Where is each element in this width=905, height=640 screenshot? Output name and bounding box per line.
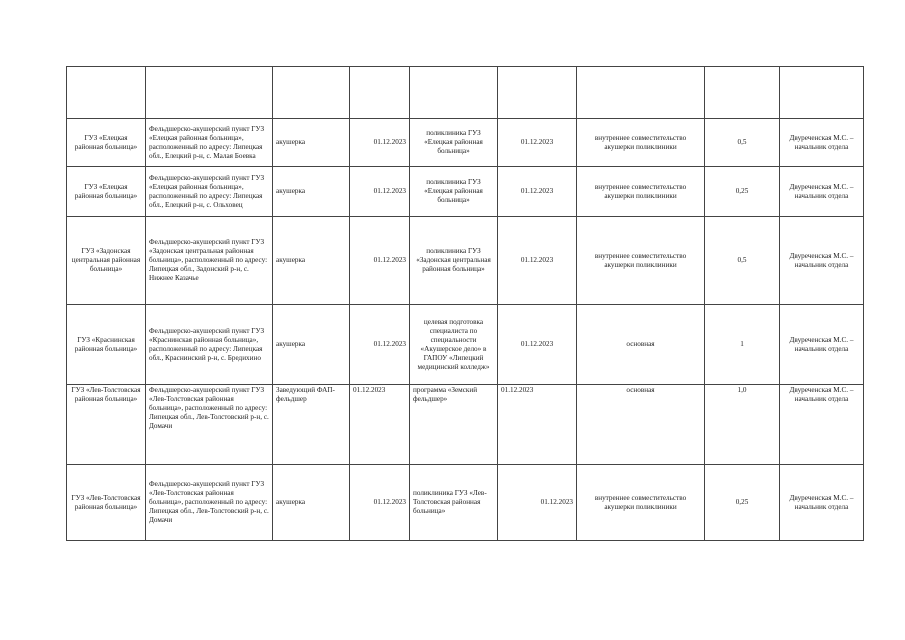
organization-cell: ГУЗ «Краснинская районная больница» xyxy=(67,305,146,385)
rate-cell: 0,25 xyxy=(705,167,780,217)
workplace-cell: поликлиника ГУЗ «Елецкая районная больница» xyxy=(410,167,498,217)
workplace-cell: поликлиника ГУЗ «Задонская центральная районная больница» xyxy=(410,217,498,305)
empty-header-row xyxy=(67,67,864,119)
employment-type-cell: основная xyxy=(577,385,705,465)
organization-cell: ГУЗ «Задонская центральная районная больница» xyxy=(67,217,146,305)
staffing-table xyxy=(66,66,864,541)
vacancy-date-cell: 01.12.2023 xyxy=(350,465,410,541)
table-row xyxy=(67,385,864,465)
unit-cell: Фельдшерско-акушерский пункт ГУЗ «Елецкая районная больница», расположенный по адресу: Липецкая обл., Елецкий р-н, с. Малая Боевка xyxy=(146,119,273,167)
employment-type-cell: внутреннее совместительство акушерки поликлиники xyxy=(577,217,705,305)
organization-cell: ГУЗ «Лев-Толстовская районная больница» xyxy=(67,385,146,465)
header-cell xyxy=(780,67,864,119)
position-cell: акушерка xyxy=(273,217,350,305)
start-date-cell: 01.12.2023 xyxy=(498,119,577,167)
vacancy-date-cell: 01.12.2023 xyxy=(350,167,410,217)
position-cell: акушерка xyxy=(273,465,350,541)
vacancy-date-cell: 01.12.2023 xyxy=(350,385,410,465)
start-date-cell: 01.12.2023 xyxy=(498,167,577,217)
responsible-cell: Двуреченская М.С. – начальник отдела xyxy=(780,119,864,167)
responsible-cell: Двуреченская М.С. – начальник отдела xyxy=(780,465,864,541)
unit-cell: Фельдшерско-акушерский пункт ГУЗ «Елецкая районная больница», расположенный по адресу: Липецкая обл., Елецкий р-н, с. Ольховец xyxy=(146,167,273,217)
position-cell: акушерка xyxy=(273,119,350,167)
unit-cell: Фельдшерско-акушерский пункт ГУЗ «Задонская центральная районная больница», расположенный по адресу: Липецкая обл., Задонский р-н, с. Нижнее Казачье xyxy=(146,217,273,305)
rate-cell: 0,5 xyxy=(705,217,780,305)
responsible-cell: Двуреченская М.С. – начальник отдела xyxy=(780,385,864,465)
header-cell xyxy=(705,67,780,119)
start-date-cell: 01.12.2023 xyxy=(498,465,577,541)
employment-type-cell: внутреннее совместительство акушерки поликлиники xyxy=(577,119,705,167)
rate-cell: 0,5 xyxy=(705,119,780,167)
employment-type-cell: основная xyxy=(577,305,705,385)
header-cell xyxy=(273,67,350,119)
rate-cell: 1 xyxy=(705,305,780,385)
responsible-cell: Двуреченская М.С. – начальник отдела xyxy=(780,217,864,305)
header-cell xyxy=(67,67,146,119)
organization-cell: ГУЗ «Елецкая районная больница» xyxy=(67,167,146,217)
vacancy-date-cell: 01.12.2023 xyxy=(350,305,410,385)
start-date-cell: 01.12.2023 xyxy=(498,385,577,465)
unit-cell: Фельдшерско-акушерский пункт ГУЗ «Краснинская районная больница», расположенный по адресу: Липецкая обл., Краснинский р-н, с. Бредихино xyxy=(146,305,273,385)
header-cell xyxy=(498,67,577,119)
employment-type-cell: внутреннее совместительство акушерки поликлиники xyxy=(577,465,705,541)
workplace-cell: целевая подготовка специалиста по специальности «Акушерское дело» в ГАПОУ «Липецкий медицинский колледж» xyxy=(410,305,498,385)
header-cell xyxy=(350,67,410,119)
employment-type-cell: внутреннее совместительство акушерки поликлиники xyxy=(577,167,705,217)
rate-cell: 0,25 xyxy=(705,465,780,541)
table-row xyxy=(67,119,864,167)
workplace-cell: программа «Земский фельдшер» xyxy=(410,385,498,465)
workplace-cell: поликлиника ГУЗ «Елецкая районная больница» xyxy=(410,119,498,167)
position-cell: Заведующий ФАП-фельдшер xyxy=(273,385,350,465)
unit-cell: Фельдшерско-акушерский пункт ГУЗ «Лев-Толстовская районная больница», расположенный по адресу: Липецкая обл., Лев-Толстовский р-н, с. Домачи xyxy=(146,385,273,465)
start-date-cell: 01.12.2023 xyxy=(498,217,577,305)
vacancy-date-cell: 01.12.2023 xyxy=(350,119,410,167)
table-row xyxy=(67,465,864,541)
unit-cell: Фельдшерско-акушерский пункт ГУЗ «Лев-Толстовская районная больница», расположенный по адресу: Липецкая обл., Лев-Толстовский р-н, с. Домачи xyxy=(146,465,273,541)
organization-cell: ГУЗ «Лев-Толстовская районная больница» xyxy=(67,465,146,541)
organization-cell: ГУЗ «Елецкая районная больница» xyxy=(67,119,146,167)
responsible-cell: Двуреченская М.С. – начальник отдела xyxy=(780,167,864,217)
workplace-cell: поликлиника ГУЗ «Лев-Толстовская районная больница» xyxy=(410,465,498,541)
start-date-cell: 01.12.2023 xyxy=(498,305,577,385)
table-row xyxy=(67,305,864,385)
vacancy-date-cell: 01.12.2023 xyxy=(350,217,410,305)
header-cell xyxy=(410,67,498,119)
table-row xyxy=(67,167,864,217)
position-cell: акушерка xyxy=(273,305,350,385)
table-row xyxy=(67,217,864,305)
rate-cell: 1,0 xyxy=(705,385,780,465)
position-cell: акушерка xyxy=(273,167,350,217)
header-cell xyxy=(146,67,273,119)
responsible-cell: Двуреченская М.С. – начальник отдела xyxy=(780,305,864,385)
header-cell xyxy=(577,67,705,119)
